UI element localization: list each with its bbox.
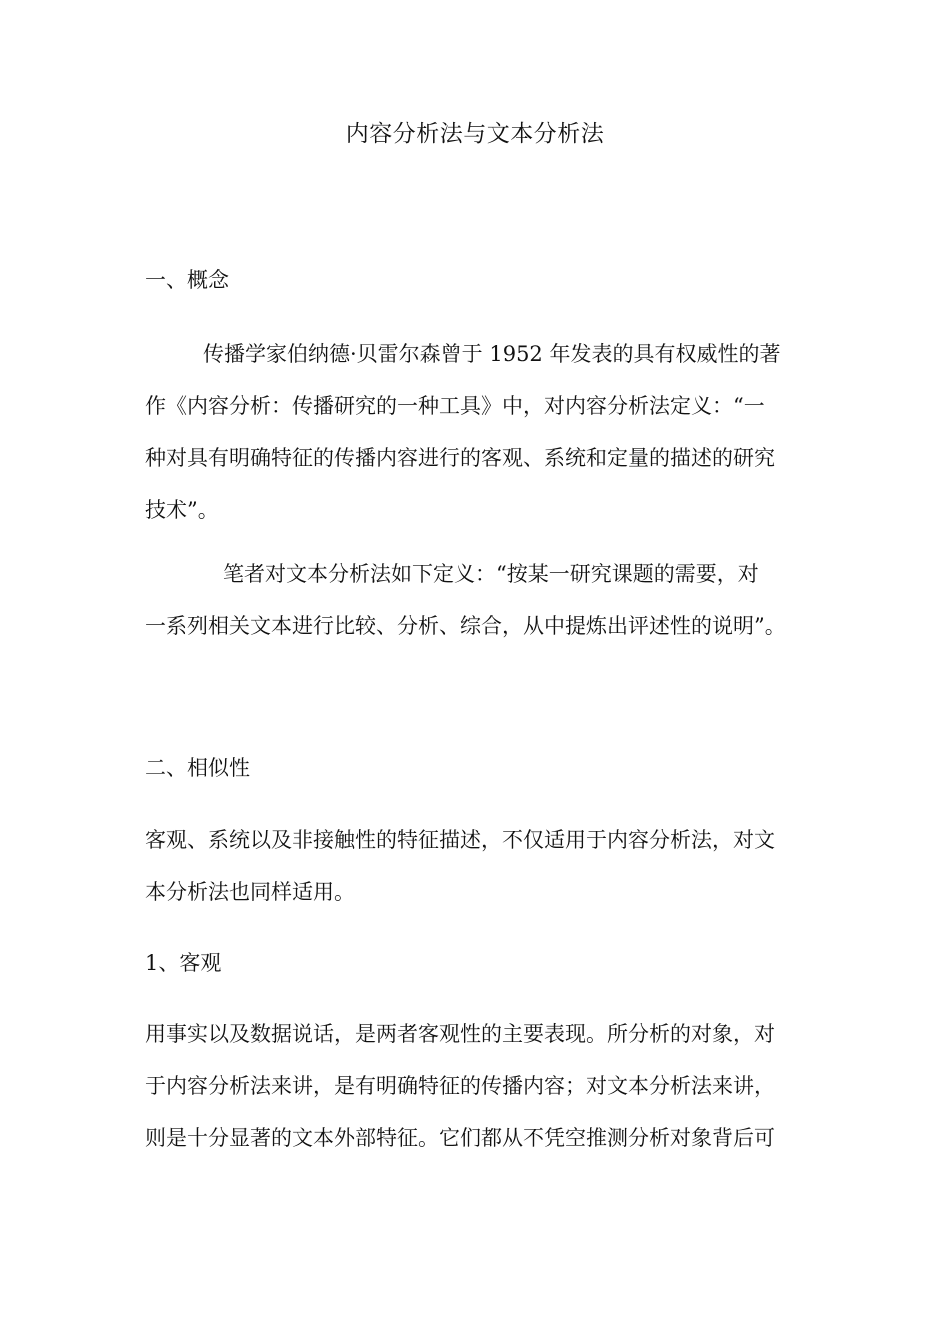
section-heading-concept: 一、概念 (145, 268, 229, 292)
paragraph-line: 种对具有明确特征的传播内容进行的客观、系统和定量的描述的研究 (145, 446, 775, 470)
paragraph-text-analysis-definition (145, 548, 810, 652)
paragraph-line: 一系列相关文本进行比较、分析、综合，从中提炼出评述性的说明”。 (145, 614, 786, 638)
paragraph-line: 用事实以及数据说话，是两者客观性的主要表现。所分析的对象，对 (145, 1022, 775, 1046)
paragraph-line: 作《内容分析：传播研究的一种工具》中，对内容分析法定义：“一 (145, 394, 765, 418)
paragraph-objective (145, 1008, 810, 1164)
paragraph-content-analysis-definition (145, 328, 810, 536)
paragraph-line: 传播学家伯纳德·贝雷尔森曾于 1952 年发表的具有权威性的著 (203, 342, 781, 366)
paragraph-similarity-intro (145, 814, 810, 918)
section-heading-similarity: 二、相似性 (145, 756, 250, 780)
document-title: 内容分析法与文本分析法 (345, 121, 605, 147)
paragraph-line: 笔者对文本分析法如下定义：“按某一研究课题的需要，对 (223, 562, 759, 586)
paragraph-line: 则是十分显著的文本外部特征。它们都从不凭空推测分析对象背后可 (145, 1126, 775, 1150)
subheading-objective: 1、客观 (145, 951, 222, 975)
paragraph-line: 技术”。 (145, 498, 219, 522)
paragraph-line: 本分析法也同样适用。 (145, 880, 355, 904)
paragraph-line: 于内容分析法来讲，是有明确特征的传播内容；对文本分析法来讲， (145, 1074, 775, 1098)
paragraph-line: 客观、系统以及非接触性的特征描述，不仅适用于内容分析法，对文 (145, 828, 775, 852)
